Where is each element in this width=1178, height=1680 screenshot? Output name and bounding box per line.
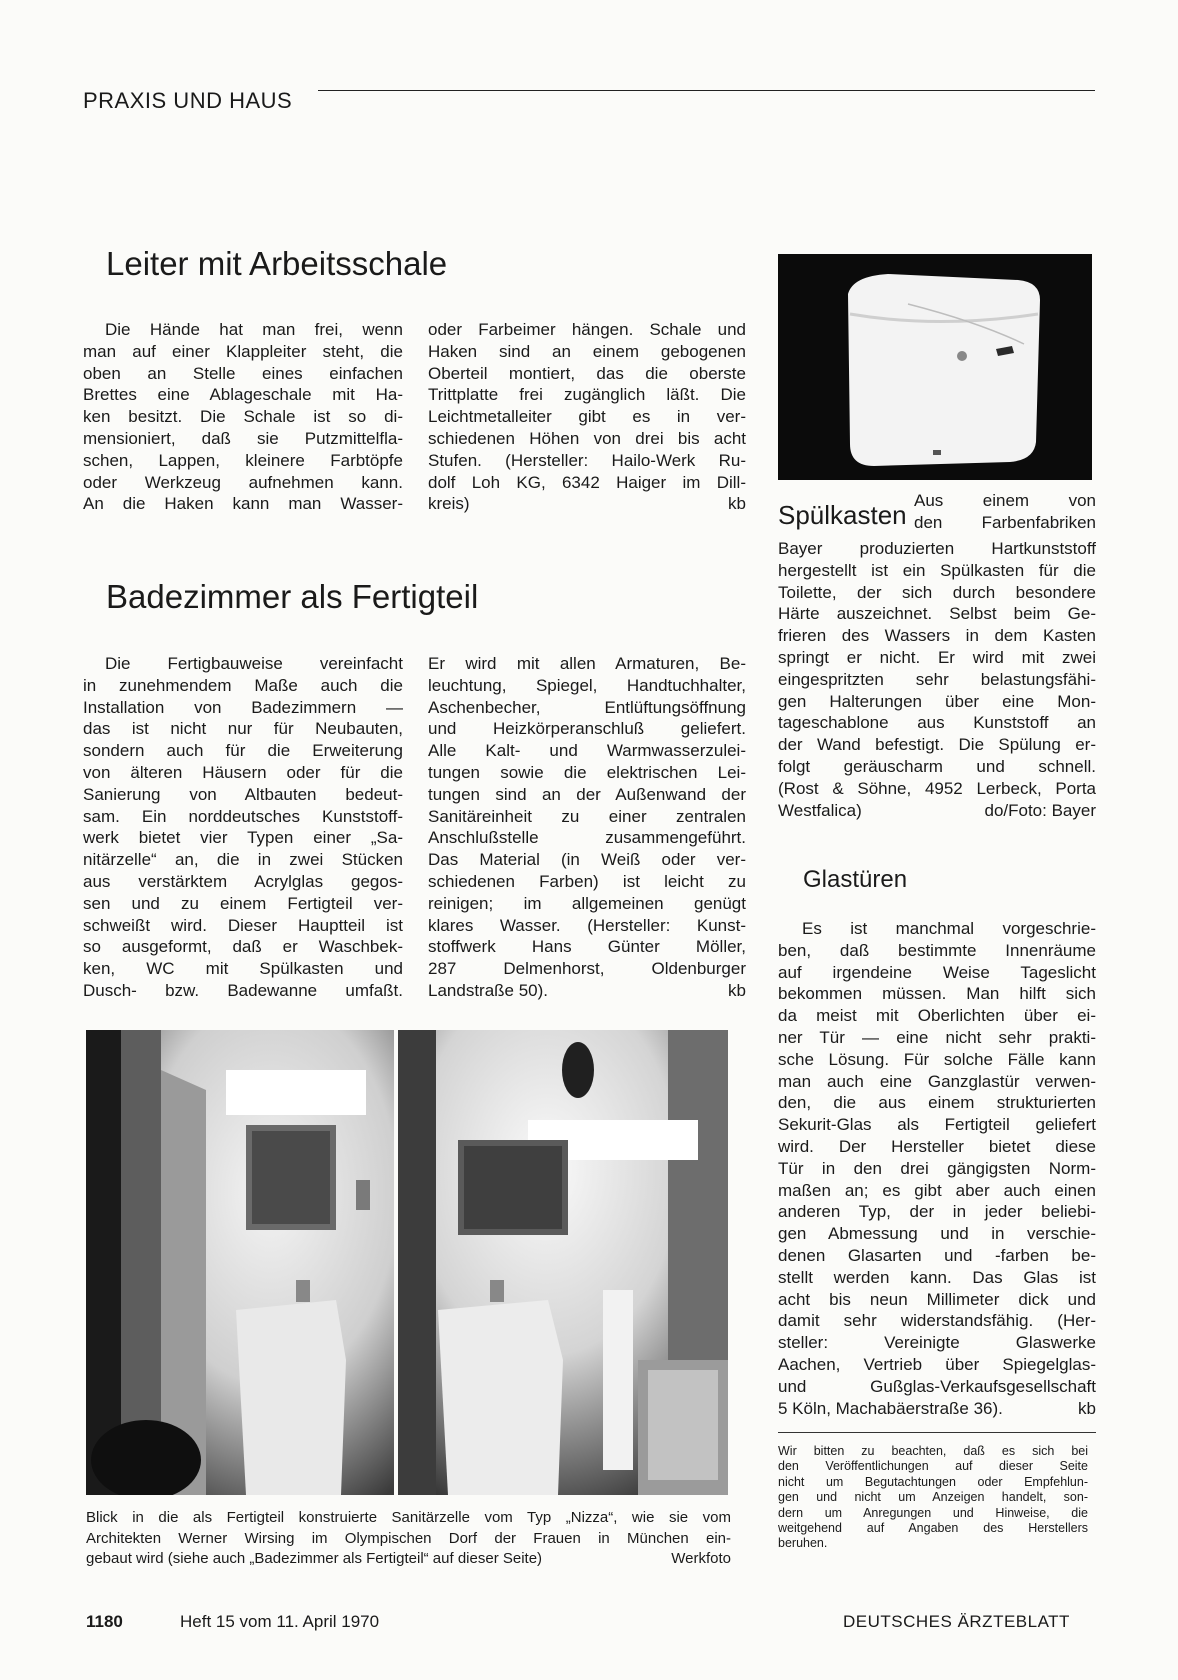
text-line-last: [778, 1398, 1096, 1420]
text-line: von älteren Häusern oder für die: [83, 762, 403, 782]
text-line: Er wird mit allen Armaturen, Be-: [428, 654, 746, 673]
text-line: dolf Loh KG, 6342 Haiger im Dill-: [428, 472, 746, 492]
text-line: Brettes eine Ablageschale mit Ha-: [83, 385, 403, 405]
text-line: maßen an; es gibt aber auch einen: [778, 1180, 1096, 1200]
text-line: ner Tür — eine nicht sehr prakti-: [778, 1027, 1096, 1047]
text-line: Härte auszeichnet. Selbst beim Ge-: [778, 604, 1096, 624]
article-title-cistern: Spülkasten: [778, 500, 907, 530]
author-signature: kb: [728, 980, 746, 1000]
issue-info: Heft 15 vom 11. April 1970: [180, 1612, 380, 1631]
author-signature: kb: [1078, 1398, 1096, 1418]
text-line: Stufen. (Hersteller: Hailo-Werk Ru-: [428, 450, 746, 470]
text-line: leuchtung, Spiegel, Handtuchhalter,: [428, 675, 746, 695]
text-line-last: [428, 493, 746, 515]
text-line: Trittplatte frei zugänglich läßt. Die: [428, 385, 746, 405]
text-line: damit sehr widerstandsfähig. (Her-: [778, 1311, 1096, 1331]
text-line: steller: Vereinigte Glaswerke: [778, 1333, 1096, 1353]
disclaimer-line: dern um Anregungen und Hinweise, die: [778, 1505, 1088, 1520]
text-line: Die Hände hat man frei, wenn: [105, 320, 403, 339]
text-line: reinigen; im allgemeinen genügt: [428, 893, 746, 913]
text-line: wird. Der Hersteller bietet diese: [778, 1136, 1096, 1156]
cistern-image: [778, 254, 1092, 480]
text-line: Landstraße 50).: [428, 980, 549, 1000]
text-line: An die Haken kann man Wasser-: [83, 494, 403, 514]
text-line: Aschenbecher, Entlüftungsöffnung: [428, 697, 746, 717]
text-line: klares Wasser. (Hersteller: Kunst-: [428, 915, 746, 935]
article-title-bathroom: Badezimmer als Fertigteil: [106, 578, 479, 615]
journal-name: DEUTSCHES ÄRZTEBLATT: [843, 1612, 1070, 1631]
disclaimer-line: Wir bitten zu beachten, daß es sich bei: [778, 1444, 1088, 1458]
text-line: den Farbenfabriken: [914, 513, 1096, 532]
text-line: Sanitäreinheit zu einer zentralen: [428, 806, 746, 826]
text-line-last: [778, 800, 1096, 822]
disclaimer-line: gen und nicht um Anzeigen handelt, son-: [778, 1490, 1088, 1505]
text-line: der Wand befestigt. Die Spülung er-: [778, 735, 1096, 755]
text-line: schiedenen Farben) ist leicht zu: [428, 871, 746, 891]
text-line: stellt werden kann. Das Glas ist: [778, 1267, 1096, 1287]
text-line: Haken sind an einem gebogenen: [428, 341, 746, 361]
text-line: Das Material (in Weiß oder ver-: [428, 850, 746, 870]
text-line: Aus einem von: [914, 491, 1096, 510]
bathroom-photo-right: [398, 1030, 728, 1495]
text-line: Oberteil montiert, das die oberste: [428, 363, 746, 383]
caption-line: gebaut wird (siehe auch „Badezimmer als Fertigteil“ auf dieser Seite): [86, 1550, 543, 1567]
text-line: hergestellt ist ein Spülkasten für die: [778, 560, 1096, 580]
text-line: tungen sowie die elektrischen Lei-: [428, 762, 746, 782]
article-title-ladder: Leiter mit Arbeitsschale: [106, 245, 448, 282]
photo-caption: [86, 1508, 731, 1570]
text-line: so ausgeformt, daß er Waschbek-: [83, 937, 403, 957]
text-line: nitärzelle“ an, die in zwei Stücken: [83, 850, 403, 870]
text-line: Installation von Badezimmern —: [83, 697, 403, 717]
author-signature: do/Foto: Bayer: [984, 800, 1096, 820]
article-bathroom-col2: [428, 653, 746, 1002]
text-line: Sanierung von Altbauten bedeut-: [83, 784, 403, 804]
article-ladder-col1: [83, 319, 403, 515]
text-line: Tür in den drei gängigsten Norm-: [778, 1158, 1096, 1178]
text-line: das ist nicht nur für Neubauten,: [83, 719, 403, 739]
text-line: Es ist manchmal vorgeschrie-: [802, 919, 1096, 938]
text-line: oben an Stelle eines einfachen: [83, 363, 403, 383]
text-line: sen und zu einem Fertigteil ver-: [83, 893, 403, 913]
text-line: und Heizkörperanschluß geliefert.: [428, 719, 746, 739]
text-line: Dusch- bzw. Badewanne umfaßt.: [83, 980, 403, 1000]
text-line: 5 Köln, Machabäerstraße 36).: [778, 1398, 1003, 1418]
text-line: den, die aus einem strukturierten: [778, 1093, 1096, 1113]
text-line: tungen sind an der Außenwand der: [428, 784, 746, 804]
text-line: Die Fertigbauweise vereinfacht: [105, 654, 403, 673]
text-line: schweißt wird. Dieser Hauptteil ist: [83, 915, 403, 935]
text-line: mensioniert, daß sie Putzmittelfla-: [83, 428, 403, 448]
text-line: da meist mit Oberlichten über ei-: [778, 1006, 1096, 1026]
text-line: denen Glasarten und -farben be-: [778, 1245, 1096, 1265]
bathroom-right-image: [398, 1030, 728, 1495]
text-line: eingespritzten sehr belastungsfähi-: [778, 669, 1096, 689]
text-line: kreis): [428, 494, 470, 514]
page-number: 1180: [86, 1612, 123, 1631]
disclaimer-rule: [778, 1432, 1096, 1433]
text-line: in zunehmendem Maße auch die: [83, 675, 403, 695]
text-line: springt er nicht. Er wird mit zwei: [778, 647, 1096, 667]
text-line: sam. Ein norddeutsches Kunststoff-: [83, 806, 403, 826]
text-line: Anschlußstelle zusammengeführt.: [428, 828, 746, 848]
caption-line: Blick in die als Fertigteil konstruierte Sanitärzelle vom Typ „Nizza“, wie sie vom: [86, 1509, 731, 1526]
text-line: Sekurit-Glas als Fertigteil geliefert: [778, 1115, 1096, 1135]
text-line: frieren des Wassers in dem Kasten: [778, 626, 1096, 646]
disclaimer: [778, 1444, 1088, 1552]
article-bathroom-col1: [83, 653, 403, 1002]
cistern-body: [778, 538, 1096, 821]
text-line: stoffwerk Hans Günter Möller,: [428, 937, 746, 957]
disclaimer-line: den Veröffentlichungen auf dieser Seite: [778, 1459, 1088, 1474]
text-line: ben, daß bestimmte Innenräume: [778, 940, 1096, 960]
disclaimer-line: weitgehend auf Angaben des Herstellers: [778, 1521, 1088, 1536]
text-line: schiedenen Höhen von drei bis acht: [428, 428, 746, 448]
text-line: Toilette, der sich durch besondere: [778, 582, 1096, 602]
text-line: (Rost & Söhne, 4952 Lerbeck, Porta: [778, 778, 1096, 798]
text-line-last: [428, 980, 746, 1002]
text-line: anderen Typ, der in jeder beliebi-: [778, 1202, 1096, 1222]
caption-line: Architekten Werner Wirsing im Olympischen Dorf der Frauen in München ein-: [86, 1529, 731, 1547]
disclaimer-line: nicht um Begutachtungen oder Empfehlun-: [778, 1474, 1088, 1489]
text-line: Bayer produzierten Hartkunststoff: [778, 539, 1096, 558]
text-line: gen Abmessung und in verschie-: [778, 1224, 1096, 1244]
text-line: folgt geräuscharm und schnell.: [778, 756, 1096, 776]
text-line: acht bis neun Millimeter dick und: [778, 1289, 1096, 1309]
article-cistern: [778, 492, 1096, 821]
section-header: PRAXIS UND HAUS: [83, 88, 293, 113]
header-rule: [318, 90, 1095, 91]
text-line: oder Werkzeug aufnehmen kann.: [83, 472, 403, 492]
text-line: man auf einer Klappleiter steht, die: [83, 341, 403, 361]
text-line: schen, Lappen, kleinere Farbtöpfe: [83, 450, 403, 470]
text-line: sondern auch für die Erweiterung: [83, 741, 403, 761]
text-line: auf irgendeine Weise Tageslicht: [778, 962, 1096, 982]
article-ladder-col2: [428, 319, 746, 515]
article-glass-doors: [778, 918, 1096, 1419]
text-line: man auch eine Ganzglastür verwen-: [778, 1071, 1096, 1091]
cistern-lead: [914, 490, 1096, 534]
text-line: Leichtmetalleiter gibt es in ver-: [428, 407, 746, 427]
text-line: ken, WC mit Spülkasten und: [83, 959, 403, 979]
text-line: werk bietet vier Typen einer „Sa-: [83, 828, 403, 848]
text-line: aus verstärktem Acrylglas gegos-: [83, 871, 403, 891]
text-line: Alle Kalt- und Warmwasserzulei-: [428, 741, 746, 761]
text-line: ken besitzt. Die Schale ist so di-: [83, 407, 403, 427]
text-line: und Gußglas-Verkaufsgesellschaft: [778, 1376, 1096, 1396]
disclaimer-line: beruhen.: [778, 1536, 828, 1551]
text-line: Aachen, Vertrieb über Spiegelglas-: [778, 1354, 1096, 1374]
text-line: oder Farbeimer hängen. Schale und: [428, 320, 746, 339]
text-line: Westfalica): [778, 800, 862, 820]
bathroom-left-image: [86, 1030, 394, 1495]
bathroom-photo-left: [86, 1030, 394, 1495]
author-signature: kb: [728, 494, 746, 514]
text-line: tageschablone aus Kunststoff an: [778, 713, 1096, 733]
text-line: 287 Delmenhorst, Oldenburger: [428, 959, 746, 979]
cistern-photo: [778, 254, 1092, 480]
photo-credit: Werkfoto: [671, 1550, 731, 1567]
text-line: gen Halterungen über eine Mon-: [778, 691, 1096, 711]
text-line: sche Lösung. Für solche Fälle kann: [778, 1049, 1096, 1069]
article-title-glass-doors: Glastüren: [803, 866, 908, 893]
text-line: bekommen müssen. Man hilft sich: [778, 984, 1096, 1004]
